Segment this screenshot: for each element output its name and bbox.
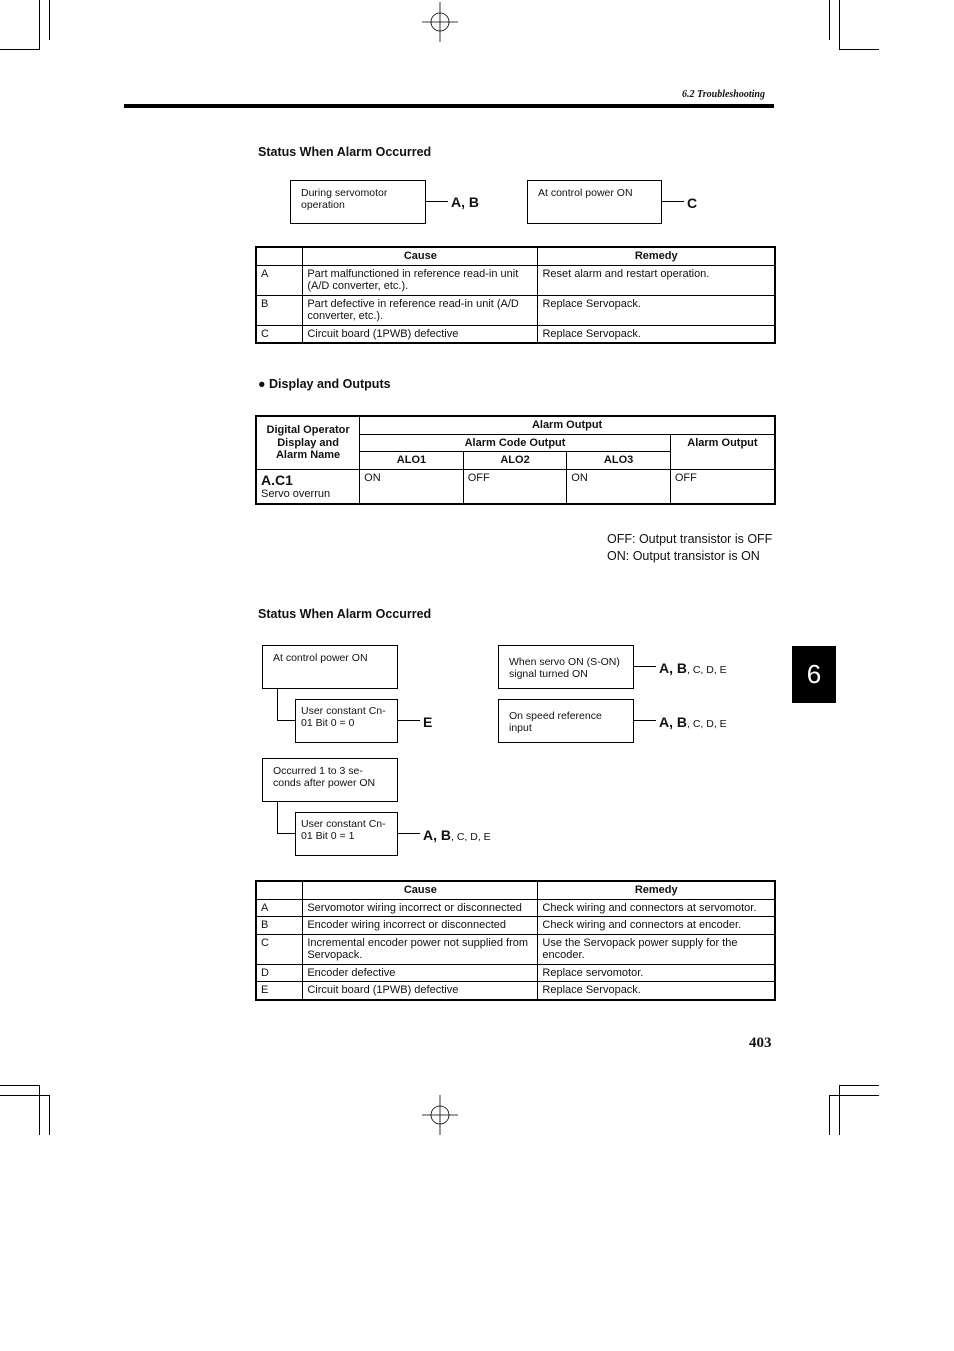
row-cause: Encoder wiring incorrect or disconnected (303, 917, 538, 935)
row-id: C (256, 934, 303, 964)
id-header (256, 247, 303, 265)
status-box: When servo ON (S-ON) signal turned ON (498, 645, 634, 689)
row-remedy: Check wiring and connectors at servomotor. (538, 899, 775, 917)
cause-reference: E (423, 714, 433, 730)
row-cause: Encoder defective (303, 964, 538, 982)
table-row (256, 295, 775, 325)
alo2-value: OFF (463, 469, 567, 504)
row-cause: Incremental encoder power not supplied from Servopack. (303, 934, 538, 964)
alo1-header: ALO1 (360, 452, 464, 470)
cause-reference: A, B, C, D, E (423, 827, 491, 843)
cause-remedy-table (255, 880, 776, 1001)
table-row (256, 899, 775, 917)
page-number: 403 (749, 1035, 772, 1051)
connector-line (398, 833, 420, 834)
row-cause: Circuit board (1PWB) defective (303, 982, 538, 1000)
connector-line (634, 666, 656, 667)
alo3-value: ON (567, 469, 671, 504)
row-id: B (256, 295, 303, 325)
header-rule (124, 104, 774, 108)
row-id: D (256, 964, 303, 982)
row-cause: Circuit board (1PWB) defective (303, 325, 538, 343)
status-box: At control power ON (262, 645, 398, 689)
table-row (256, 325, 775, 343)
row-id: A (256, 899, 303, 917)
connector-line (277, 833, 295, 834)
row-id: B (256, 917, 303, 935)
id-header (256, 881, 303, 899)
status-box: During servomotor operation (290, 180, 426, 224)
table-row (256, 917, 775, 935)
remedy-header: Remedy (538, 247, 775, 265)
status-box: On speed reference input (498, 699, 634, 743)
row-cause: Part defective in reference read-in unit (A/D converter, etc.). (303, 295, 538, 325)
alarm-value: OFF (670, 469, 775, 504)
registration-mark-icon (420, 2, 460, 42)
cause-reference: A, B, C, D, E (659, 714, 727, 730)
alo1-value: ON (360, 469, 464, 504)
connector-line (277, 689, 278, 721)
alarm-code-output-header: Alarm Code Output (360, 434, 671, 452)
cause-reference: C (687, 195, 698, 211)
table-row (256, 982, 775, 1000)
row-remedy: Check wiring and connectors at encoder. (538, 917, 775, 935)
legend-off: OFF: Output transistor is OFF (607, 532, 773, 546)
table-row (256, 934, 775, 964)
connector-line (634, 720, 656, 721)
row-remedy: Use the Servopack power supply for the encoder. (538, 934, 775, 964)
table-row (256, 469, 775, 504)
legend-on: ON: Output transistor is ON (607, 549, 760, 563)
connector-line (398, 720, 420, 721)
cause-reference: A, B, C, D, E (659, 660, 727, 676)
connector-line (662, 201, 684, 202)
table-header-row (256, 881, 775, 899)
status-box: User constant Cn-01 Bit 0 = 1 (295, 812, 398, 856)
registration-mark-icon (420, 1095, 460, 1135)
remedy-header: Remedy (538, 881, 775, 899)
running-header: 6.2 Troubleshooting (682, 89, 765, 100)
row-id: E (256, 982, 303, 1000)
row-cause: Part malfunctioned in reference read-in unit (A/D converter, etc.). (303, 265, 538, 295)
table-row (256, 265, 775, 295)
cause-header: Cause (303, 881, 538, 899)
row-remedy: Replace servomotor. (538, 964, 775, 982)
status-box: At control power ON (527, 180, 662, 224)
output-legend (607, 531, 772, 565)
connector-line (426, 201, 448, 202)
status-box: Occurred 1 to 3 se-conds after power ON (262, 758, 398, 802)
cause-reference: A, B (451, 194, 479, 210)
display-outputs-heading: ● Display and Outputs (258, 377, 391, 391)
row-id: A (256, 265, 303, 295)
row-remedy: Replace Servopack. (538, 295, 775, 325)
chapter-tab: 6 (792, 646, 836, 703)
alarm-code: A.C1 (261, 471, 293, 488)
section-heading: Status When Alarm Occurred (258, 607, 432, 621)
connector-line (277, 720, 295, 721)
alarm-output-header: Alarm Output (360, 416, 775, 434)
row-cause: Servomotor wiring incorrect or disconnected (303, 899, 538, 917)
alarm-name: Servo overrun (261, 487, 331, 500)
table-header-row (256, 247, 775, 265)
table-row (256, 964, 775, 982)
cause-remedy-table (255, 246, 776, 344)
alo2-header: ALO2 (463, 452, 567, 470)
connector-line (277, 802, 278, 834)
row-remedy: Replace Servopack. (538, 325, 775, 343)
alarm-output-subheader: Alarm Output (670, 434, 775, 469)
row-remedy: Replace Servopack. (538, 982, 775, 1000)
row-id: C (256, 325, 303, 343)
display-header: Digital Operator Display and Alarm Name (256, 416, 360, 469)
alo3-header: ALO3 (567, 452, 671, 470)
row-remedy: Reset alarm and restart operation. (538, 265, 775, 295)
section-heading: Status When Alarm Occurred (258, 145, 432, 159)
display-outputs-table (255, 415, 776, 505)
status-box: User constant Cn-01 Bit 0 = 0 (295, 699, 398, 743)
cause-header: Cause (303, 247, 538, 265)
